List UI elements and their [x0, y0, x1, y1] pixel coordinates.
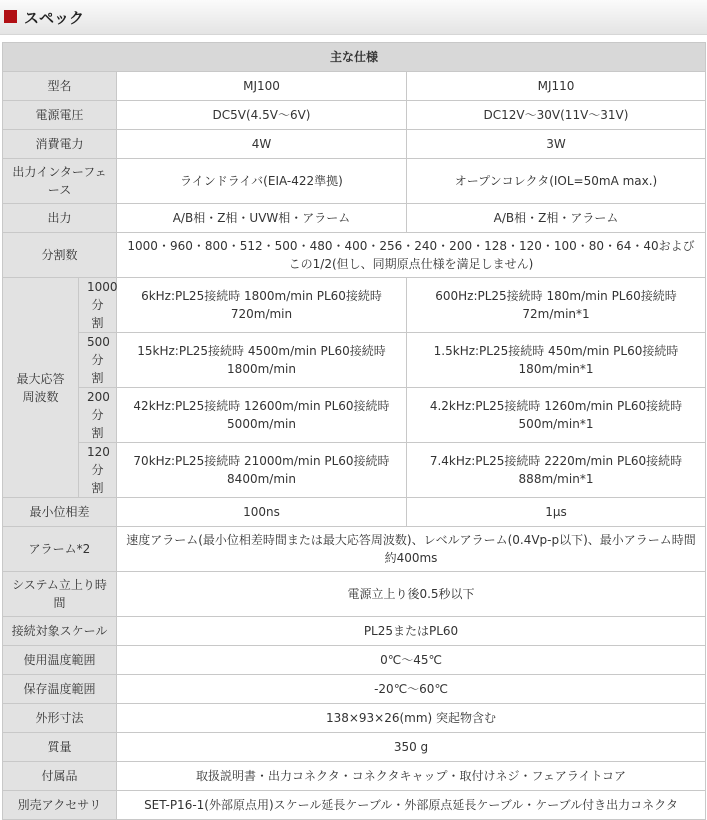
division-value: 1000・960・800・512・500・480・400・256・240・200・128・120・100・80・64・40およびこの1/2(但し、同期原点仕様を満足しません): [117, 233, 706, 278]
max-freq-div-200: 200 分割: [79, 388, 117, 443]
row-max-freq-200: [3, 388, 706, 443]
max-freq-500-v1: 15kHz:PL25接続時 4500m/min PL60接続時 1800m/min: [117, 333, 407, 388]
output-interface-1: ラインドライバ(EIA-422準拠): [117, 159, 407, 204]
max-freq-1000-v1: 6kHz:PL25接続時 1800m/min PL60接続時 720m/min: [117, 278, 407, 333]
storage-temp-value: -20℃～60℃: [117, 675, 706, 704]
max-freq-120-v1: 70kHz:PL25接続時 21000m/min PL60接続時 8400m/min: [117, 443, 407, 498]
row-output-interface: [3, 159, 706, 204]
op-temp-value: 0℃～45℃: [117, 646, 706, 675]
power-voltage-2: DC12V～30V(11V～31V): [407, 101, 706, 130]
row-rise-time: [3, 572, 706, 617]
row-min-phase: [3, 498, 706, 527]
max-freq-500-v2: 1.5kHz:PL25接続時 450m/min PL60接続時 180m/min*1: [407, 333, 706, 388]
model-2: MJ110: [407, 72, 706, 101]
row-power-consumption: [3, 130, 706, 159]
min-phase-1: 100ns: [117, 498, 407, 527]
output-1: A/B相・Z相・UVW相・アラーム: [117, 204, 407, 233]
row-options: [3, 791, 706, 820]
row-op-temp: [3, 646, 706, 675]
label-options: 別売アクセサリ: [3, 791, 117, 820]
label-min-phase: 最小位相差: [3, 498, 117, 527]
label-alarm: アラーム*2: [3, 527, 117, 572]
heading-marker: [4, 10, 17, 23]
row-alarm: [3, 527, 706, 572]
label-power-voltage: 電源電圧: [3, 101, 117, 130]
section-title: スペック: [24, 9, 85, 27]
row-scale: [3, 617, 706, 646]
power-consumption-1: 4W: [117, 130, 407, 159]
spec-table: [2, 42, 706, 820]
label-division: 分割数: [3, 233, 117, 278]
label-output: 出力: [3, 204, 117, 233]
row-mass: [3, 733, 706, 762]
row-max-freq-500: [3, 333, 706, 388]
section-heading: [0, 0, 707, 35]
mass-value: 350 g: [117, 733, 706, 762]
label-rise-time: システム立上り時間: [3, 572, 117, 617]
row-model: [3, 72, 706, 101]
max-freq-120-v2: 7.4kHz:PL25接続時 2220m/min PL60接続時 888m/min*1: [407, 443, 706, 498]
model-1: MJ100: [117, 72, 407, 101]
alarm-value: 速度アラーム(最小位相差時間または最大応答周波数)、レベルアラーム(0.4Vp-p以下)、最小アラーム時間約400ms: [117, 527, 706, 572]
max-freq-div-120: 120 分割: [79, 443, 117, 498]
output-interface-2: オープンコレクタ(IOL=50mA max.): [407, 159, 706, 204]
output-2: A/B相・Z相・アラーム: [407, 204, 706, 233]
label-output-interface: 出力インターフェース: [3, 159, 117, 204]
max-freq-div-500: 500 分割: [79, 333, 117, 388]
label-power-consumption: 消費電力: [3, 130, 117, 159]
dimensions-value: 138×93×26(mm) 突起物含む: [117, 704, 706, 733]
row-accessories: [3, 762, 706, 791]
label-storage-temp: 保存温度範囲: [3, 675, 117, 704]
row-dimensions: [3, 704, 706, 733]
max-freq-div-1000: 1000 分割: [79, 278, 117, 333]
label-max-freq: 最大応答 周波数: [3, 278, 79, 498]
min-phase-2: 1μs: [407, 498, 706, 527]
label-accessories: 付属品: [3, 762, 117, 791]
table-title: 主な仕様: [3, 43, 706, 72]
label-dimensions: 外形寸法: [3, 704, 117, 733]
max-freq-200-v1: 42kHz:PL25接続時 12600m/min PL60接続時 5000m/min: [117, 388, 407, 443]
row-output: [3, 204, 706, 233]
label-mass: 質量: [3, 733, 117, 762]
row-division: [3, 233, 706, 278]
row-max-freq-120: [3, 443, 706, 498]
scale-value: PL25またはPL60: [117, 617, 706, 646]
max-freq-200-v2: 4.2kHz:PL25接続時 1260m/min PL60接続時 500m/min*1: [407, 388, 706, 443]
rise-time-value: 電源立上り後0.5秒以下: [117, 572, 706, 617]
power-voltage-1: DC5V(4.5V～6V): [117, 101, 407, 130]
row-storage-temp: [3, 675, 706, 704]
max-freq-1000-v2: 600Hz:PL25接続時 180m/min PL60接続時 72m/min*1: [407, 278, 706, 333]
row-power-voltage: [3, 101, 706, 130]
label-op-temp: 使用温度範囲: [3, 646, 117, 675]
table-title-row: [3, 43, 706, 72]
accessories-value: 取扱説明書・出力コネクタ・コネクタキャップ・取付けネジ・フェアライトコア: [117, 762, 706, 791]
label-scale: 接続対象スケール: [3, 617, 117, 646]
row-max-freq-1000: [3, 278, 706, 333]
power-consumption-2: 3W: [407, 130, 706, 159]
label-model: 型名: [3, 72, 117, 101]
options-value: SET-P16-1(外部原点用)スケール延長ケーブル・外部原点延長ケーブル・ケーブル付き出力コネクタ: [117, 791, 706, 820]
